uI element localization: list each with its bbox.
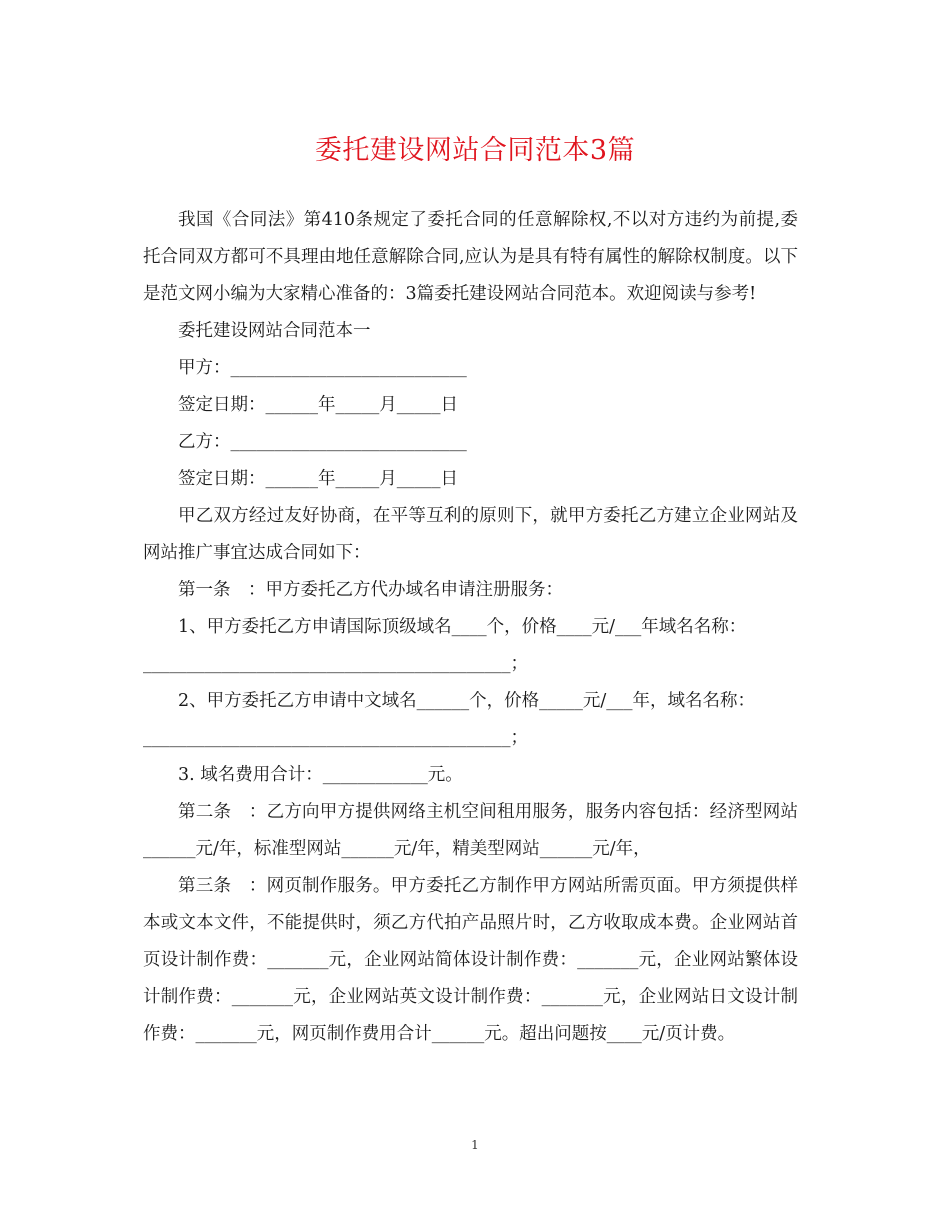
agreement-paragraph: 甲乙双方经过友好协商，在平等互利的原则下，就甲方委托乙方建立企业网站及网站推广事宜达成合同如下： <box>143 506 798 563</box>
blank-line: __________________________________________； <box>143 728 528 748</box>
document-title: 委托建设网站合同范本3篇 <box>314 135 636 166</box>
intro-paragraph: 我国《合同法》第410条规定了委托合同的任意解除权,不以对方违约为前提,委托合同双方都可不具理由地任意解除合同,应认为是具有特有属性的解除权制度。以下是范文网小编为大家精心准备的：3篇委托建设网站合同范本。欢迎阅读与参考! <box>143 210 798 304</box>
article-one: 第一条 ：甲方委托乙方代办域名申请注册服务： <box>178 580 563 600</box>
document-body <box>143 202 798 1053</box>
clause-item: 2、甲方委托乙方申请中文域名______个，价格_____元/___年，域名名称： <box>178 691 756 711</box>
section-heading: 委托建设网站合同范本一 <box>178 321 371 341</box>
sign-date-line: 签定日期：______年_____月_____日 <box>178 395 458 415</box>
clause-item: 1、甲方委托乙方申请国际顶级域名____个，价格____元/___年域名名称： <box>178 617 747 637</box>
blank-line: __________________________________________； <box>143 654 528 674</box>
sign-date-line: 签定日期：______年_____月_____日 <box>178 469 458 489</box>
page-number: 1 <box>471 1138 479 1152</box>
clause-item: 3. 域名费用合计：____________元。 <box>178 765 463 785</box>
article-two: 第二条 ：乙方向甲方提供网络主机空间租用服务，服务内容包括：经济型网站______元/年，标准型网站______元/年，精美型网站______元/年， <box>143 802 798 859</box>
party-a-line: 甲方：___________________________ <box>178 358 467 378</box>
article-three: 第三条 ：网页制作服务。甲方委托乙方制作甲方网站所需页面。甲方须提供样本或文本文件，不能提供时，须乙方代拍产品照片时，乙方收取成本费。企业网站首页设计制作费：_______元，企业网站简体设计制作费：_______元，企业网站繁体设计制作费：_______元，企业网站英文设计制作费：_______元，企业网站日文设计制作费：_______元，网页制作费用合计______元。超出问题按____元/页计费。 <box>143 876 798 1044</box>
party-b-line: 乙方：___________________________ <box>178 432 467 452</box>
